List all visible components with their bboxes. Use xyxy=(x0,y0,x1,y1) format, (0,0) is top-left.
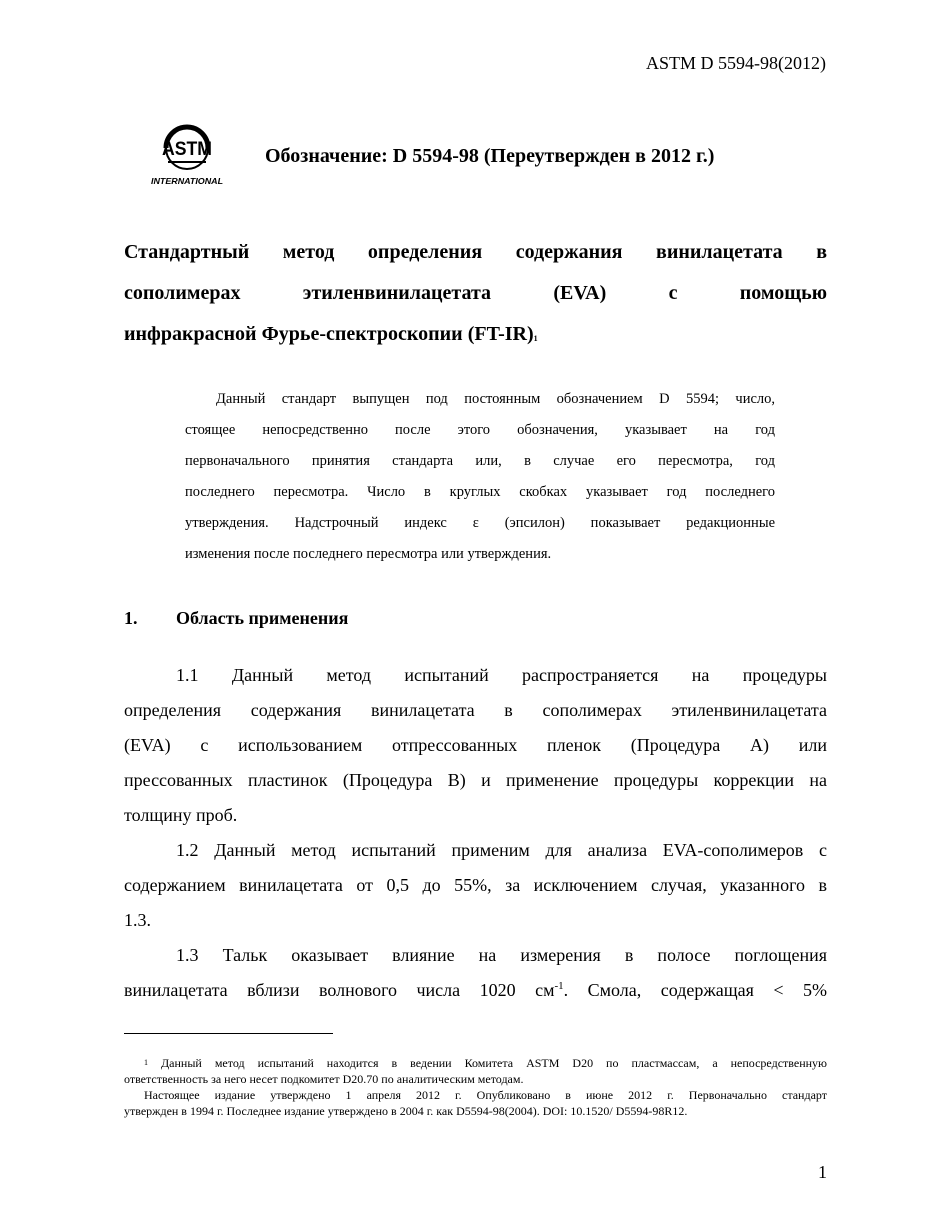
notice-line: стоящее непосредственно после этого обозначения, указывает на год xyxy=(185,422,775,438)
page-number: 1 xyxy=(818,1162,827,1182)
footnote-text: Данный метод испытаний находится в ведении Комитета ASTM D20 по пластмассам, а непосредственную xyxy=(161,1056,828,1070)
footnote-marker: 1 xyxy=(144,1058,148,1067)
document-designation: Обозначение: D 5594-98 (Переутвержден в 2012 г.) xyxy=(265,145,715,167)
body-line: (EVA) с использованием отпрессованных пленок (Процедура А) или xyxy=(124,735,827,755)
body-line-text: винилацетата вблизи волнового числа 1020 см xyxy=(124,980,555,1000)
notice-line: изменения после последнего пересмотра или утверждения. xyxy=(185,546,552,562)
body-line: определения содержания винилацетата в сополимерах этиленвинилацетата xyxy=(124,700,827,720)
footnote-line xyxy=(124,1055,827,1071)
title-footnote-marker: 1 xyxy=(533,334,538,343)
title-line: сополимерах этиленвинилацетата (EVA) с помощью xyxy=(124,282,827,304)
footnote-divider xyxy=(124,1033,333,1034)
logo-subtext: INTERNATIONAL xyxy=(151,177,224,186)
body-line-text: . Смола, содержащая < 5% xyxy=(563,980,827,1000)
body-line: 1.3. xyxy=(124,910,151,930)
notice-line: Данный стандарт выпущен под постоянным обозначением D 5594; число, xyxy=(216,391,775,407)
title-line-text: инфракрасной Фурье-спектроскопии (FT-IR) xyxy=(124,323,534,345)
astm-logo-icon xyxy=(150,122,224,188)
logo-text: ASTM xyxy=(162,139,212,160)
document-title xyxy=(124,232,827,355)
title-line: Стандартный метод определения содержания винилацетата в xyxy=(124,241,827,263)
title-line-last xyxy=(124,314,827,355)
notice-line: первоначального принятия стандарта или, в случае его пересмотра, год xyxy=(185,453,775,469)
body-line: содержанием винилацетата от 0,5 до 55%, за исключением случая, указанного в xyxy=(124,875,827,895)
body-line: 1.2 Данный метод испытаний применим для анализа EVA-сополимеров с xyxy=(176,840,827,860)
designation-notice xyxy=(185,384,775,570)
section-number: 1. xyxy=(124,608,138,628)
footnotes xyxy=(124,1055,827,1119)
body-line: толщину проб. xyxy=(124,805,238,825)
body-line: прессованных пластинок (Процедура В) и применение процедуры коррекции на xyxy=(124,770,827,790)
body-line: 1.3 Тальк оказывает влияние на измерения в полосе поглощения xyxy=(176,945,827,965)
astm-logo xyxy=(150,122,224,188)
section-body xyxy=(124,658,827,1008)
section-heading: Область применения xyxy=(176,608,349,628)
body-line-last xyxy=(124,973,827,1008)
unit-superscript: -1 xyxy=(554,980,564,992)
footnote-line: ответственность за него несет подкомитет D20.70 по аналитическим методам. xyxy=(124,1072,524,1086)
notice-line: утверждения. Надстрочный индекс ε (эпсилон) показывает редакционные xyxy=(185,515,775,531)
body-line: 1.1 Данный метод испытаний распространяется на процедуры xyxy=(176,665,827,685)
standard-code-header: ASTM D 5594-98(2012) xyxy=(646,53,826,73)
notice-line: последнего пересмотра. Число в круглых скобках указывает год последнего xyxy=(185,484,775,500)
footnote-line: Настоящее издание утверждено 1 апреля 2012 г. Опубликовано в июне 2012 г. Первоначально стандарт xyxy=(144,1088,827,1102)
footnote-line: утвержден в 1994 г. Последнее издание утверждено в 2004 г. как D5594-98(2004). DOI: 10.1520/ D5594-98R12. xyxy=(124,1104,688,1118)
